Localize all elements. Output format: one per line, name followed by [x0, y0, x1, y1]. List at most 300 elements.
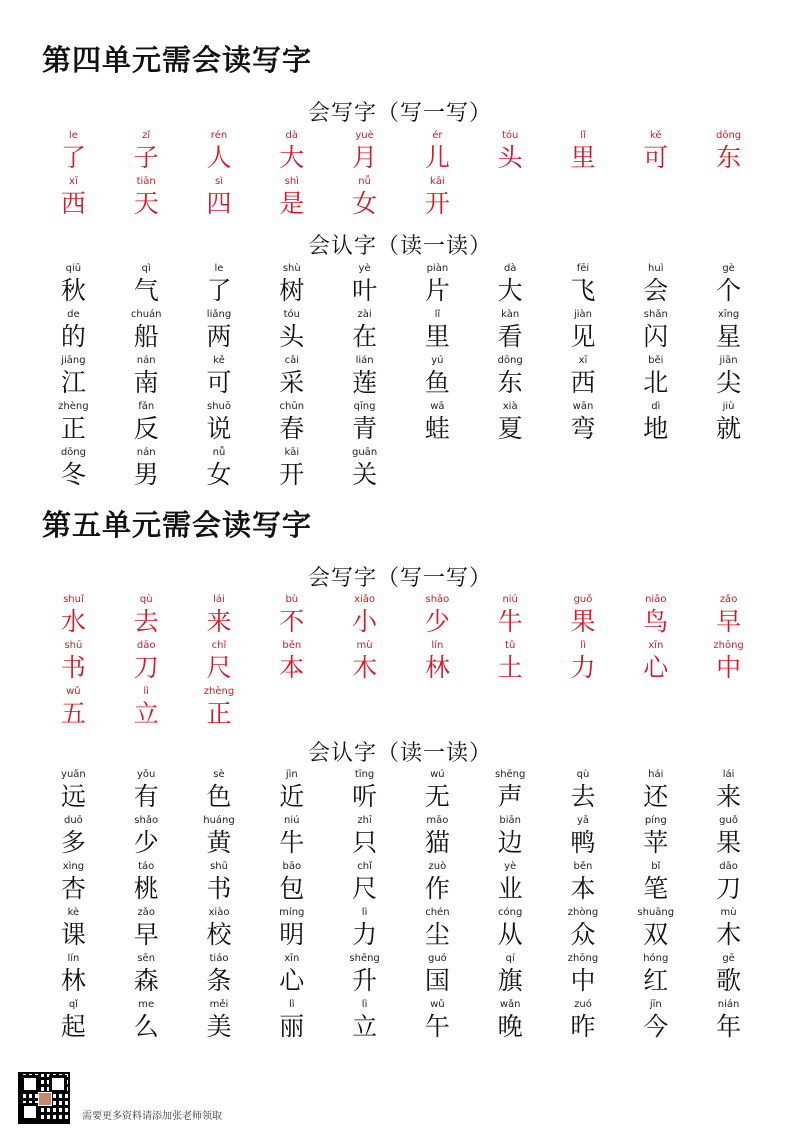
pinyin: lì [143, 686, 149, 697]
char-cell [110, 953, 183, 999]
hanzi: 男 [133, 460, 159, 489]
char-cell [255, 401, 328, 447]
pinyin: xīn [284, 953, 300, 964]
pinyin: míng [279, 907, 305, 918]
hanzi: 四 [206, 189, 232, 218]
char-cell [255, 263, 328, 309]
hanzi: 不 [279, 607, 305, 636]
hanzi: 立 [133, 699, 159, 728]
char-cell [255, 769, 328, 815]
hanzi: 业 [497, 874, 523, 903]
hanzi: 里 [570, 143, 596, 172]
pinyin: lǐ [580, 130, 586, 141]
char-cell [328, 263, 401, 309]
pinyin: wǔ [430, 999, 445, 1010]
char-cell [692, 640, 765, 686]
pinyin: nián [717, 999, 740, 1010]
hanzi: 西 [60, 189, 86, 218]
pinyin: lì [361, 907, 368, 918]
char-cell [328, 594, 401, 640]
pinyin: guān [352, 447, 378, 458]
hanzi: 天 [133, 189, 159, 218]
hanzi: 土 [497, 653, 523, 682]
char-cell [547, 861, 620, 907]
pinyin: tīng [354, 769, 375, 780]
pinyin: mù [356, 640, 373, 651]
char-cell [37, 130, 110, 176]
hanzi: 正 [206, 699, 232, 728]
char-cell [547, 640, 620, 686]
pinyin: tóu [283, 309, 300, 320]
hanzi: 头 [497, 143, 523, 172]
pinyin: wú [430, 769, 445, 780]
unit4-write-grid [37, 130, 765, 222]
hanzi: 中 [716, 653, 742, 682]
char-cell [474, 401, 547, 447]
char-cell [110, 355, 183, 401]
hanzi: 秋 [60, 276, 86, 305]
hanzi: 校 [206, 920, 232, 949]
pinyin: lái [722, 769, 735, 780]
hanzi: 东 [716, 143, 742, 172]
char-cell [110, 263, 183, 309]
char-cell [547, 130, 620, 176]
pinyin: shū [64, 640, 83, 651]
char-cell [255, 861, 328, 907]
char-cell [37, 953, 110, 999]
pinyin: guó [427, 953, 447, 964]
pinyin: qí [505, 953, 515, 964]
hanzi: 黄 [206, 828, 232, 857]
pinyin: shū [210, 861, 228, 872]
char-row [37, 355, 765, 401]
char-cell [37, 447, 110, 493]
char-cell [547, 309, 620, 355]
unit5-write-grid [37, 594, 765, 732]
hanzi: 女 [206, 460, 232, 489]
pinyin: shuāng [637, 907, 675, 918]
pinyin: shǎo [425, 594, 450, 605]
pinyin: qù [576, 769, 590, 780]
pinyin: yè [358, 263, 371, 274]
char-cell [474, 815, 547, 861]
char-cell [401, 953, 474, 999]
char-row [37, 130, 765, 176]
char-cell [37, 355, 110, 401]
pinyin: cóng [498, 907, 523, 918]
pinyin: lián [355, 355, 374, 366]
pinyin: qiū [65, 263, 82, 274]
hanzi: 午 [424, 1012, 450, 1041]
char-cell [328, 309, 401, 355]
pinyin: sì [214, 176, 223, 187]
hanzi: 冬 [60, 460, 86, 489]
pinyin: chǐ [357, 861, 372, 872]
hanzi: 立 [352, 1012, 378, 1041]
char-cell [183, 769, 256, 815]
hanzi: 少 [424, 607, 450, 636]
char-cell [692, 355, 765, 401]
char-cell [183, 401, 256, 447]
hanzi: 春 [279, 414, 305, 443]
pinyin: sēn [137, 953, 156, 964]
char-cell [401, 594, 474, 640]
footer [18, 1074, 222, 1124]
pinyin: kàn [501, 309, 520, 320]
pinyin: lín [67, 953, 80, 964]
hanzi: 木 [716, 920, 742, 949]
hanzi: 书 [60, 653, 86, 682]
char-cell [619, 769, 692, 815]
char-cell [110, 861, 183, 907]
hanzi: 只 [352, 828, 378, 857]
hanzi: 女 [352, 189, 378, 218]
pinyin: piàn [426, 263, 449, 274]
pinyin: qì [141, 263, 151, 274]
pinyin: yuǎn [61, 769, 86, 780]
pinyin: niú [284, 815, 300, 826]
char-cell [37, 815, 110, 861]
pinyin: wǔ [66, 686, 81, 697]
pinyin: hái [648, 769, 664, 780]
char-cell [110, 769, 183, 815]
hanzi: 江 [60, 368, 86, 397]
char-cell [401, 907, 474, 953]
char-cell [401, 263, 474, 309]
unit4-read-title: 会认字（读一读） [307, 234, 492, 259]
hanzi: 看 [497, 322, 523, 351]
char-cell [619, 640, 692, 686]
char-cell [183, 953, 256, 999]
pinyin: nǚ [358, 176, 371, 187]
hanzi: 歌 [716, 966, 742, 995]
pinyin: zhèng [58, 401, 89, 412]
hanzi: 力 [352, 920, 378, 949]
char-cell [692, 953, 765, 999]
char-cell [474, 861, 547, 907]
hanzi: 林 [60, 966, 86, 995]
hanzi: 青 [352, 414, 378, 443]
hanzi: 刀 [716, 874, 742, 903]
hanzi: 说 [206, 414, 232, 443]
char-row [37, 907, 765, 953]
hanzi: 多 [60, 828, 86, 857]
char-row [37, 999, 765, 1045]
hanzi: 众 [570, 920, 596, 949]
pinyin: bù [285, 594, 299, 605]
hanzi: 正 [60, 414, 86, 443]
pinyin: běi [648, 355, 664, 366]
hanzi: 鸟 [643, 607, 669, 636]
pinyin: me [138, 999, 155, 1010]
char-cell [255, 176, 328, 222]
char-cell [37, 907, 110, 953]
char-cell [183, 686, 256, 732]
pinyin: wā [430, 401, 445, 412]
hanzi: 无 [424, 782, 450, 811]
pinyin: lì [289, 999, 295, 1010]
char-cell [37, 594, 110, 640]
pinyin: jiàn [573, 309, 592, 320]
hanzi: 南 [133, 368, 159, 397]
hanzi: 果 [570, 607, 596, 636]
hanzi: 心 [643, 653, 669, 682]
hanzi: 可 [206, 368, 232, 397]
unit4-read-grid [37, 263, 765, 493]
pinyin: jiāng [61, 355, 86, 366]
pinyin: dà [503, 263, 517, 274]
pinyin: qǐ [68, 999, 78, 1010]
char-cell [183, 447, 256, 493]
char-cell [401, 999, 474, 1045]
hanzi: 水 [60, 607, 86, 636]
pinyin: zuó [574, 999, 592, 1010]
char-cell [401, 355, 474, 401]
hanzi: 了 [206, 276, 232, 305]
pinyin: nǚ [212, 447, 226, 458]
char-cell [37, 999, 110, 1045]
char-cell [328, 447, 401, 493]
pinyin: hóng [643, 953, 669, 964]
char-cell [255, 907, 328, 953]
pinyin: liǎng [206, 309, 232, 320]
char-cell [110, 907, 183, 953]
pinyin: shuō [206, 401, 231, 412]
qr-code-icon[interactable] [18, 1072, 70, 1124]
pinyin: dōng [715, 130, 742, 141]
pinyin: xī [578, 355, 588, 366]
pinyin: zhòng [567, 907, 599, 918]
pinyin: zài [357, 309, 372, 320]
char-cell [547, 769, 620, 815]
pinyin: wān [572, 401, 594, 412]
pinyin: xià [502, 401, 518, 412]
hanzi: 船 [133, 322, 159, 351]
pinyin: zuò [428, 861, 447, 872]
pinyin: kě [213, 355, 225, 366]
pinyin: xīn [648, 640, 664, 651]
char-cell [619, 594, 692, 640]
char-cell [474, 640, 547, 686]
char-cell [401, 815, 474, 861]
char-cell [619, 130, 692, 176]
pinyin: lì [580, 640, 586, 651]
char-cell [328, 815, 401, 861]
hanzi: 个 [716, 276, 742, 305]
pinyin: tǔ [505, 640, 516, 651]
char-cell [183, 309, 256, 355]
char-cell [110, 176, 183, 222]
hanzi: 两 [206, 322, 232, 351]
char-cell [37, 640, 110, 686]
char-row [37, 861, 765, 907]
hanzi: 近 [279, 782, 305, 811]
pinyin: táo [138, 861, 155, 872]
pinyin: chuán [130, 309, 162, 320]
pinyin: wǎn [499, 999, 521, 1010]
char-cell [255, 130, 328, 176]
char-cell [619, 907, 692, 953]
char-cell [328, 130, 401, 176]
char-row [37, 309, 765, 355]
hanzi: 尘 [424, 920, 450, 949]
pinyin: duō [63, 815, 83, 826]
hanzi: 早 [716, 607, 742, 636]
hanzi: 树 [279, 276, 305, 305]
avatar [38, 1092, 52, 1106]
char-cell [692, 594, 765, 640]
hanzi: 旗 [497, 966, 523, 995]
hanzi: 美 [206, 1012, 232, 1041]
char-cell [401, 309, 474, 355]
unit5-title: 第五单元需会读写字 [42, 508, 313, 542]
hanzi: 力 [570, 653, 596, 682]
char-row [37, 594, 765, 640]
hanzi: 条 [206, 966, 232, 995]
char-cell [547, 263, 620, 309]
pinyin: tiān [136, 176, 156, 187]
pinyin: tiáo [209, 953, 229, 964]
pinyin: lái [213, 594, 225, 605]
char-cell [328, 355, 401, 401]
pinyin: jiān [719, 355, 738, 366]
pinyin: měi [209, 999, 229, 1010]
pinyin: nán [136, 447, 156, 458]
pinyin: kè [67, 907, 80, 918]
char-cell [619, 999, 692, 1045]
hanzi: 飞 [570, 276, 596, 305]
hanzi: 从 [497, 920, 523, 949]
pinyin: lín [431, 640, 444, 651]
hanzi: 远 [60, 782, 86, 811]
pinyin: biān [499, 815, 521, 826]
hanzi: 五 [60, 699, 86, 728]
pinyin: xīng [717, 309, 740, 320]
hanzi: 林 [424, 653, 450, 682]
char-cell [110, 999, 183, 1045]
hanzi: 就 [716, 414, 742, 443]
char-cell [255, 309, 328, 355]
hanzi: 尖 [716, 368, 742, 397]
char-cell [255, 953, 328, 999]
char-cell [401, 861, 474, 907]
hanzi: 还 [643, 782, 669, 811]
hanzi: 果 [716, 828, 742, 857]
char-cell [401, 401, 474, 447]
pinyin: jiù [722, 401, 735, 412]
hanzi: 大 [279, 143, 305, 172]
hanzi: 采 [279, 368, 305, 397]
hanzi: 牛 [279, 828, 305, 857]
char-cell [547, 594, 620, 640]
hanzi: 开 [424, 189, 450, 218]
hanzi: 了 [60, 143, 86, 172]
char-cell [183, 594, 256, 640]
pinyin: fǎn [138, 401, 155, 412]
char-cell [692, 401, 765, 447]
char-cell [692, 309, 765, 355]
pinyin: xiǎo [354, 594, 376, 605]
pinyin: kāi [430, 176, 445, 187]
unit5-read-grid [37, 769, 765, 1045]
pinyin: shēng [494, 769, 526, 780]
pinyin: gē [722, 953, 735, 964]
pinyin: māo [426, 815, 449, 826]
hanzi: 西 [570, 368, 596, 397]
hanzi: 本 [570, 874, 596, 903]
hanzi: 里 [424, 322, 450, 351]
char-cell [474, 594, 547, 640]
char-cell [37, 769, 110, 815]
char-cell [619, 401, 692, 447]
char-cell [474, 130, 547, 176]
pinyin: zhōng [713, 640, 744, 651]
hanzi: 今 [643, 1012, 669, 1041]
char-cell [183, 999, 256, 1045]
char-cell [110, 815, 183, 861]
hanzi: 去 [570, 782, 596, 811]
char-cell [692, 907, 765, 953]
char-cell [401, 640, 474, 686]
char-cell [37, 861, 110, 907]
pinyin: le [214, 263, 224, 274]
pinyin: xìng [62, 861, 85, 872]
char-cell [183, 355, 256, 401]
unit4-write-title: 会写字（写一写） [307, 101, 492, 126]
pinyin: zǐ [142, 130, 151, 141]
hanzi: 蛙 [424, 414, 450, 443]
hanzi: 叶 [352, 276, 378, 305]
pinyin: shuǐ [63, 594, 84, 605]
char-cell [619, 309, 692, 355]
char-cell [183, 263, 256, 309]
pinyin: dì [651, 401, 661, 412]
hanzi: 关 [352, 460, 378, 489]
char-cell [474, 309, 547, 355]
hanzi: 桃 [133, 874, 159, 903]
char-cell [692, 861, 765, 907]
hanzi: 月 [352, 143, 378, 172]
hanzi: 刀 [133, 653, 159, 682]
hanzi: 边 [497, 828, 523, 857]
pinyin: xiào [208, 907, 230, 918]
pinyin: píng [644, 815, 667, 826]
pinyin: zhèng [203, 686, 235, 697]
pinyin: shù [282, 263, 301, 274]
hanzi: 森 [133, 966, 159, 995]
char-cell [692, 769, 765, 815]
pinyin: guǒ [719, 815, 738, 826]
char-cell [547, 355, 620, 401]
pinyin: kāi [284, 447, 300, 458]
hanzi: 会 [643, 276, 669, 305]
char-cell [110, 401, 183, 447]
hanzi: 的 [60, 322, 86, 351]
hanzi: 鸭 [570, 828, 596, 857]
char-cell [619, 263, 692, 309]
pinyin: tóu [501, 130, 519, 141]
hanzi: 双 [643, 920, 669, 949]
pinyin: mù [720, 907, 737, 918]
hanzi: 国 [424, 966, 450, 995]
pinyin: niú [502, 594, 518, 605]
hanzi: 星 [716, 322, 742, 351]
hanzi: 尺 [352, 874, 378, 903]
pinyin: le [68, 130, 78, 141]
pinyin: zǎo [137, 907, 155, 918]
hanzi: 作 [424, 874, 450, 903]
char-cell [183, 907, 256, 953]
